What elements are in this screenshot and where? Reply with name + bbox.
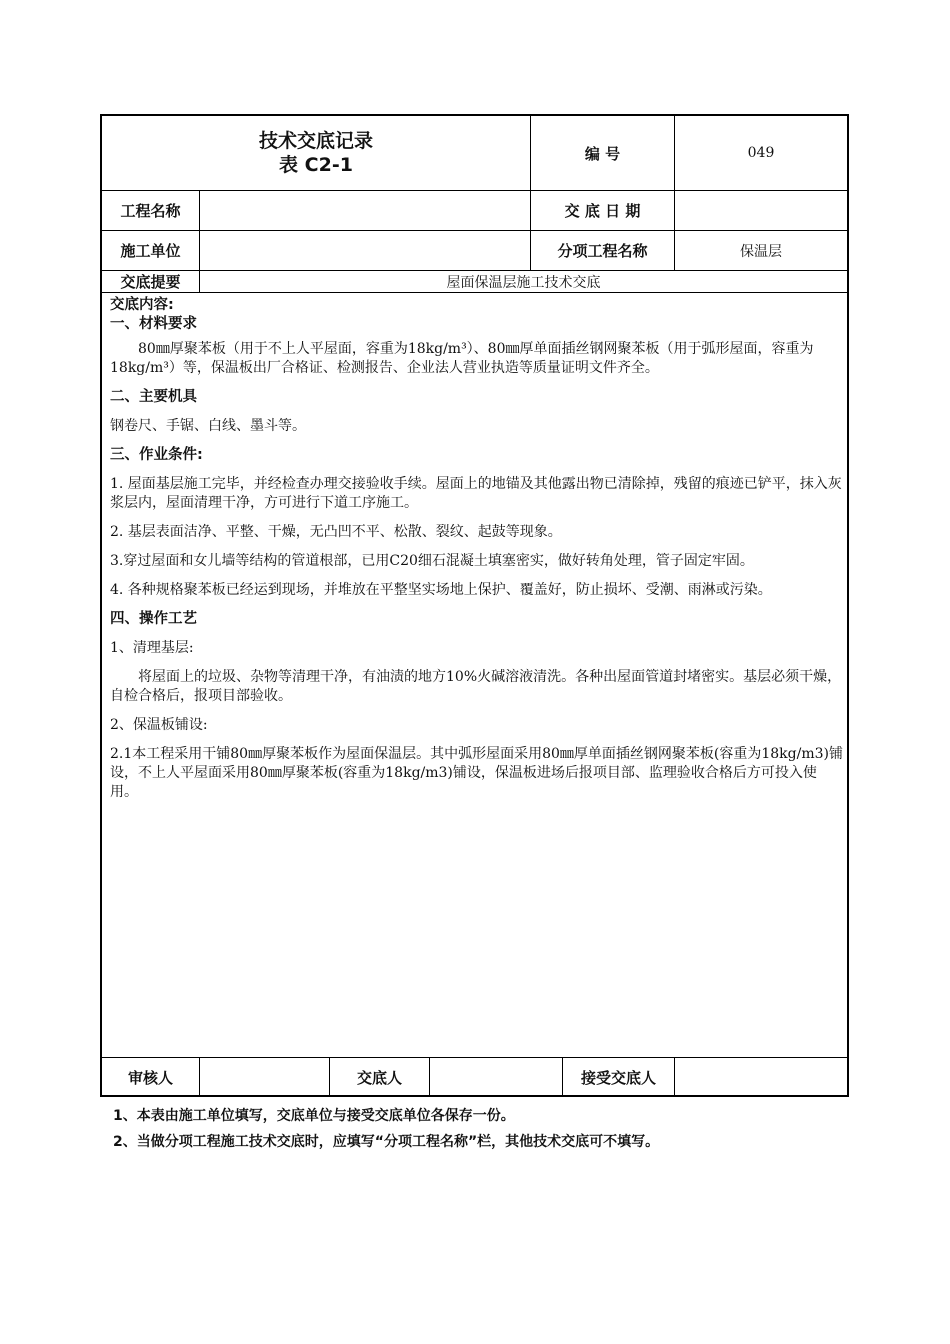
section-materials-text: 80㎜厚聚苯板（用于不上人平屋面，容重为18kg/m³）、80㎜厚单面插丝钢网聚苯板（用于弧形屋面，容重为18kg/m³）等，保温板出厂合格证、检测报告、企业法人营业执造等质量证明文件齐全。	[110, 341, 814, 376]
receiver-field[interactable]	[675, 1058, 847, 1097]
number-value[interactable]: 049	[747, 145, 775, 161]
project-name-label: 工程名称	[120, 202, 181, 220]
section-tools-text: 钢卷尺、手锯、白线、墨斗等。	[110, 418, 306, 434]
section-tools-title: 二、主要机具	[110, 389, 197, 405]
summary-field[interactable]: 屋面保温层施工技术交底	[446, 274, 601, 291]
disclosure-content	[110, 296, 843, 802]
receiver-label: 接受交底人	[580, 1069, 656, 1087]
presenter-label: 交底人	[356, 1069, 402, 1087]
step-clean-text: 将屋面上的垃圾、杂物等清理干净，有油渍的地方10%火碱溶液清洗。各种出屋面管道封堵密实。基层必须干燥，自检合格后，报项目部验收。	[110, 669, 842, 704]
section-materials-title: 一、材料要求	[110, 316, 197, 332]
construction-unit-label: 施工单位	[120, 242, 181, 260]
form-title-main: 技术交底记录	[258, 130, 373, 152]
form-notes	[113, 1103, 833, 1155]
condition-item: 4. 各种规格聚苯板已经运到现场，并堆放在平整坚实场地上保护、覆盖好，防止损坏、受潮、雨淋或污染。	[110, 582, 772, 598]
disclosure-date-label: 交 底 日 期	[564, 202, 641, 220]
number-label: 编 号	[584, 144, 621, 163]
reviewer-label: 审核人	[127, 1069, 173, 1087]
subproject-name-label: 分项工程名称	[557, 242, 648, 260]
step-lay-title: 2、保温板铺设:	[110, 717, 208, 733]
construction-unit-field[interactable]	[200, 231, 530, 270]
summary-label: 交底提要	[120, 273, 181, 291]
project-name-field[interactable]	[200, 191, 530, 230]
step-clean-title: 1、清理基层:	[110, 640, 194, 656]
subproject-name-field[interactable]: 保温层	[740, 243, 782, 260]
row-divider	[102, 292, 847, 293]
reviewer-field[interactable]	[200, 1058, 329, 1097]
form-code: 表 C2-1	[279, 154, 353, 176]
condition-item: 2. 基层表面洁净、平整、干燥，无凸凹不平、松散、裂纹、起鼓等现象。	[110, 524, 562, 540]
technical-disclosure-form	[100, 114, 849, 1097]
disclosure-date-field[interactable]	[675, 191, 847, 230]
presenter-field[interactable]	[430, 1058, 562, 1097]
section-conditions-title: 三、作业条件:	[110, 447, 203, 463]
form-title	[102, 116, 530, 190]
section-process-title: 四、操作工艺	[110, 611, 197, 627]
condition-item: 3.穿过屋面和女儿墙等结构的管道根部，已用C20细石混凝土填塞密实，做好转角处理，管子固定牢固。	[110, 553, 754, 569]
note-item: 2、当做分项工程施工技术交底时，应填写“分项工程名称”栏，其他技术交底可不填写。	[113, 1134, 660, 1150]
note-item: 1、本表由施工单位填写，交底单位与接受交底单位各保存一份。	[113, 1108, 515, 1124]
condition-item: 1. 屋面基层施工完毕，并经检查办理交接验收手续。屋面上的地锚及其他露出物已清除掉，残留的痕迹已铲平，抹入灰浆层内，屋面清理干净，方可进行下道工序施工。	[110, 476, 842, 511]
content-heading: 交底内容:	[110, 297, 174, 313]
step-lay-text: 2.1本工程采用干铺80㎜厚聚苯板作为屋面保温层。其中弧形屋面采用80㎜厚单面插丝钢网聚苯板(容重为18kg/m3)铺设，不上人平屋面采用80㎜厚聚苯板(容重为18kg/m3)铺设，保温板进场后报项目部、监理验收合格后方可投入使用。	[110, 746, 843, 800]
